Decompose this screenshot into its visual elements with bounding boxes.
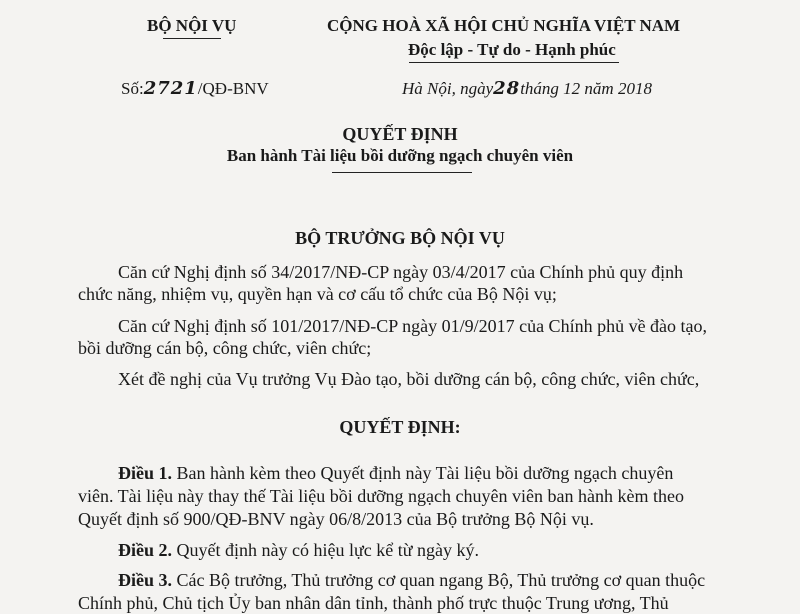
preamble-line: Căn cứ Nghị định số 101/2017/NĐ-CP ngày 01/9/2017 của Chính phủ về đào tạo, <box>118 316 708 336</box>
preamble-line: bồi dưỡng cán bộ, công chức, viên chức; <box>78 338 372 358</box>
place-date-prefix: Hà Nội, ngày <box>402 79 494 98</box>
doc-number-suffix: /QĐ-BNV <box>197 79 269 98</box>
document-number <box>121 78 269 99</box>
place-and-date <box>402 78 652 99</box>
article-2-label: Điều 2. <box>118 540 172 560</box>
doc-number-prefix: Số: <box>121 79 144 98</box>
national-motto: Độc lập - Tự do - Hạnh phúc <box>408 40 616 59</box>
article-1-text: Ban hành kèm theo Quyết định này Tài liệu bồi dưỡng ngạch chuyên <box>172 463 674 483</box>
article-2 <box>118 540 479 561</box>
document-subtitle: Ban hành Tài liệu bồi dưỡng ngạch chuyên viên <box>226 146 574 165</box>
preamble-line: chức năng, nhiệm vụ, quyền hạn và cơ cấu tổ chức của Bộ Nội vụ; <box>78 284 557 304</box>
article-3-label: Điều 3. <box>118 570 172 590</box>
article-3 <box>118 570 705 591</box>
article-1-line-3: Quyết định số 900/QĐ-BNV ngày 06/8/2013 của Bộ trưởng Bộ Nội vụ. <box>78 509 594 529</box>
motto-underline <box>409 62 619 63</box>
article-3-text: Các Bộ trưởng, Thủ trưởng cơ quan ngang Bộ, Thủ trưởng cơ quan thuộc <box>172 570 706 590</box>
preamble-line: Xét đề nghị của Vụ trưởng Vụ Đào tạo, bồi dưỡng cán bộ, công chức, viên chức, <box>118 369 700 389</box>
national-title: CỘNG HOÀ XÃ HỘI CHỦ NGHĨA VIỆT NAM <box>327 16 681 35</box>
issuing-agency: BỘ NỘI VỤ <box>147 16 237 35</box>
article-3-line-2: Chính phủ, Chủ tịch Ủy ban nhân dân tỉnh, thành phố trực thuộc Trung ương, Thủ <box>78 593 669 613</box>
article-1-label: Điều 1. <box>118 463 172 483</box>
document-title: QUYẾT ĐỊNH <box>342 124 458 144</box>
article-2-text: Quyết định này có hiệu lực kể từ ngày ký. <box>172 540 479 560</box>
handwritten-day: 28 <box>493 78 521 99</box>
issuing-authority: BỘ TRƯỞNG BỘ NỘI VỤ <box>295 228 505 248</box>
subtitle-underline <box>332 172 472 173</box>
article-1-line-1 <box>118 463 673 484</box>
place-date-suffix: tháng 12 năm 2018 <box>520 79 652 98</box>
agency-underline <box>163 38 221 39</box>
preamble-line: Căn cứ Nghị định số 34/2017/NĐ-CP ngày 03/4/2017 của Chính phủ quy định <box>118 262 684 282</box>
article-1-line-2: viên. Tài liệu này thay thế Tài liệu bồi dưỡng ngạch chuyên viên ban hành kèm theo <box>78 486 684 506</box>
handwritten-doc-number: 2721 <box>143 78 198 99</box>
decision-heading: QUYẾT ĐỊNH: <box>339 417 461 437</box>
